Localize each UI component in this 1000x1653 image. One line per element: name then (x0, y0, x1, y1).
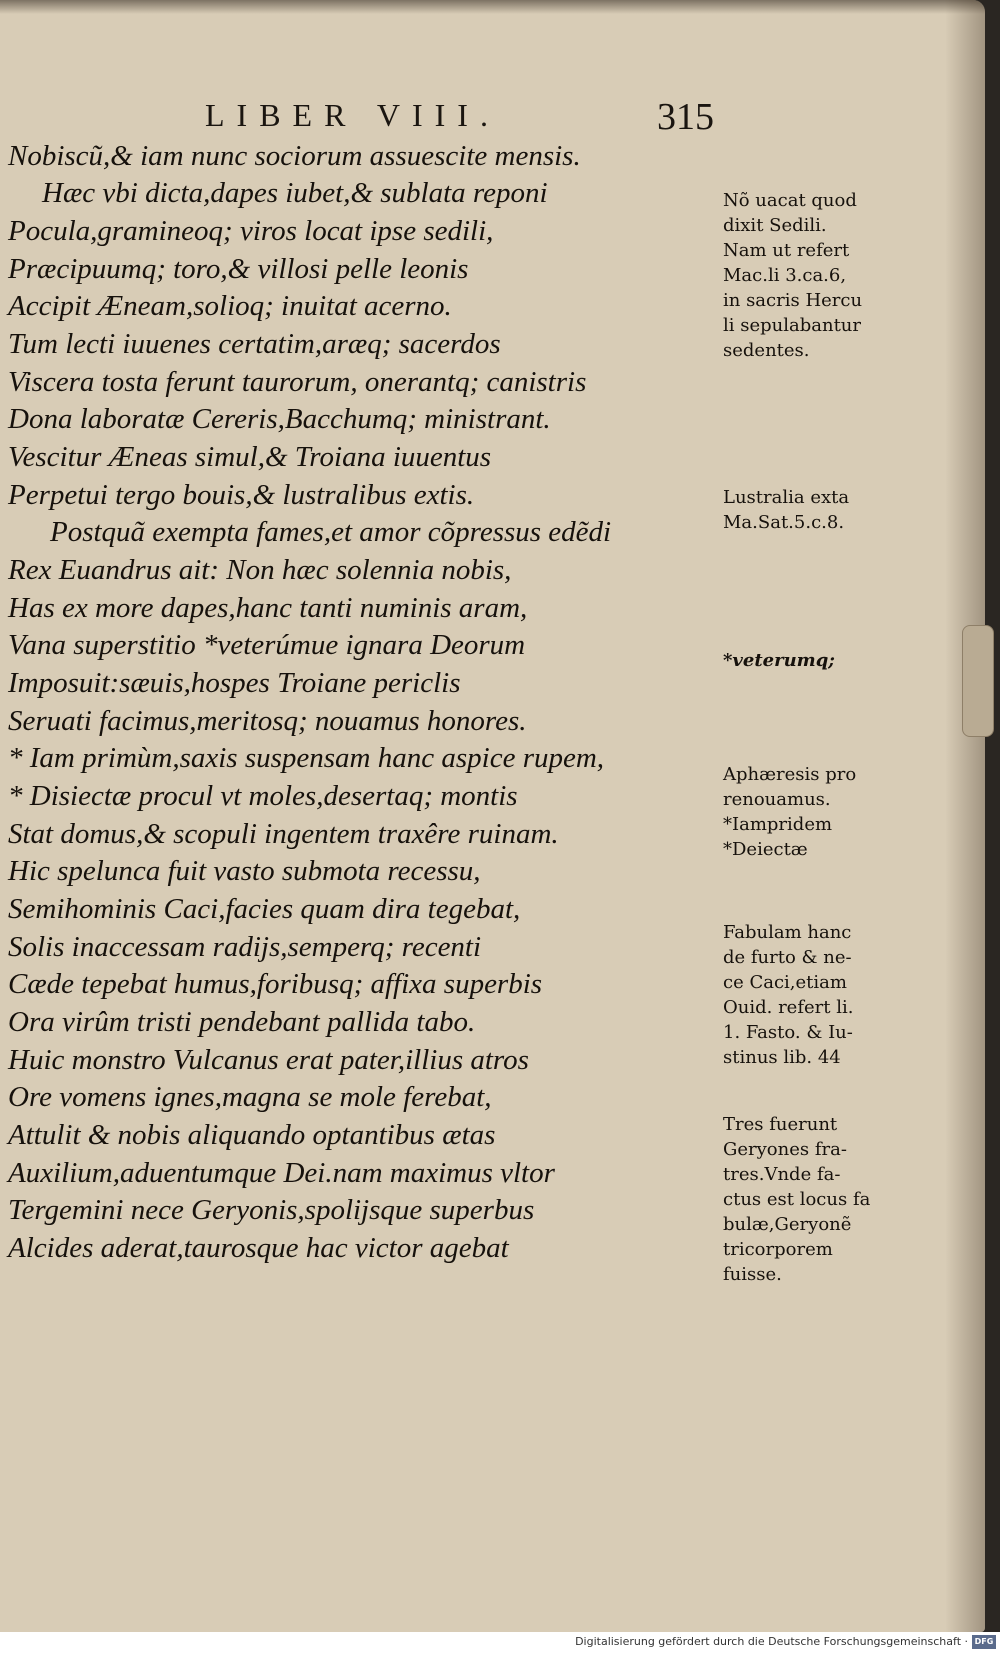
verse-line: Alcides aderat,taurosque hac victor agebat (8, 1232, 509, 1264)
verse-line: Seruati facimus,meritosq; nouamus honores. (8, 705, 527, 737)
verse-line: Perpetui tergo bouis,& lustralibus extis. (8, 479, 475, 511)
verse-line: Vana superstitio *veterúmue ignara Deorum (8, 629, 526, 661)
verse-line: Accipit Æneam,solioq; inuitat acerno. (8, 290, 452, 322)
page-top-shadow (0, 0, 985, 14)
verse-line: Viscera tosta ferunt taurorum, onerantq; canistris (8, 366, 587, 398)
margin-note-geryones: Tres fuerunt Geryones fra- tres.Vnde fa- ctus est locus fa bulæ,Geryonẽ tricorporem fuisse. (723, 1114, 871, 1285)
verse-line: Præcipuumq; toro,& villosi pelle leonis (8, 253, 469, 285)
dfg-logo-icon: DFG (972, 1635, 996, 1649)
verse-line: Imposuit:sæuis,hospes Troiane periclis (8, 667, 461, 699)
verse-line: Hæc vbi dicta,dapes iubet,& sublata reponi (42, 177, 548, 209)
verse-line: * Iam primùm,saxis suspensam hanc aspice rupem, (8, 742, 605, 774)
verse-line: Solis inaccessam radijs,semperq; recenti (8, 931, 482, 963)
verse-line: Ore vomens ignes,magna se mole ferebat, (8, 1081, 492, 1113)
verse-line: Semihominis Caci,facies quam dira tegebat, (8, 893, 521, 925)
verse-line: Auxilium,aduentumque Dei.nam maximus vltor (8, 1157, 555, 1189)
running-head (205, 95, 714, 145)
verse-line: Rex Euandrus ait: Non hæc solennia nobis, (8, 554, 512, 586)
verse-line: Pocula,gramineoq; viros locat ipse sedili, (8, 215, 494, 247)
verse-line: Stat domus,& scopuli ingentem traxêre ruinam. (8, 818, 559, 850)
verse-line: Tum lecti iuuenes certatim,aræq; sacerdos (8, 328, 501, 360)
footer-bar (0, 1632, 1000, 1653)
verse-line: Cæde tepebat humus,foribusq; affixa superbis (8, 968, 543, 1000)
verse-line: Has ex more dapes,hanc tanti numinis aram, (8, 592, 528, 624)
margin-note-lustralia: Lustralia exta Ma.Sat.5.c.8. (723, 487, 850, 533)
page-number: 315 (657, 96, 714, 138)
book-title: LIBER VIII. (205, 97, 500, 133)
margin-note-aphaeresis: Aphæresis pro renouamus. *Iampridem *Deiectæ (723, 764, 857, 860)
verse-line: Nobiscũ,& iam nunc sociorum assuescite mensis. (8, 140, 581, 172)
verse-line: Hic spelunca fuit vasto submota recessu, (8, 855, 481, 887)
verse-line: Dona laboratæ Cereris,Bacchumq; ministrant. (8, 403, 551, 435)
verse-line: Attulit & nobis aliquando optantibus ætas (8, 1119, 496, 1151)
verse-line: Postquã exempta fames,et amor cõpressus edẽdi (50, 516, 612, 548)
margin-note-fabulam: Fabulam hanc de furto & ne- ce Caci,etiam Ouid. refert li. 1. Fasto. & Iu- stinus lib. 44 (723, 922, 854, 1068)
verse-line: Vescitur Æneas simul,& Troiana iuuentus (8, 441, 492, 473)
verse-line: Tergemini nece Geryonis,spolijsque superbus (8, 1194, 535, 1226)
verse-line: Ora virûm tristi pendebant pallida tabo. (8, 1006, 476, 1038)
page-edge-shadow (945, 0, 985, 1632)
page-tab-marker (962, 625, 994, 737)
footer-credit: Digitalisierung gefördert durch die Deutsche Forschungsgemeinschaft · (575, 1635, 968, 1648)
verse-line: Huic monstro Vulcanus erat pater,illius atros (8, 1044, 529, 1076)
margin-note-sedili: Nõ uacat quod dixit Sedili. Nam ut refert Mac.li 3.ca.6, in sacris Hercu li sepulabantur sedentes. (723, 190, 863, 361)
margin-note-veterumque: *veterumq; (723, 650, 835, 671)
verse-line: * Disiectæ procul vt moles,desertaq; montis (8, 780, 518, 812)
